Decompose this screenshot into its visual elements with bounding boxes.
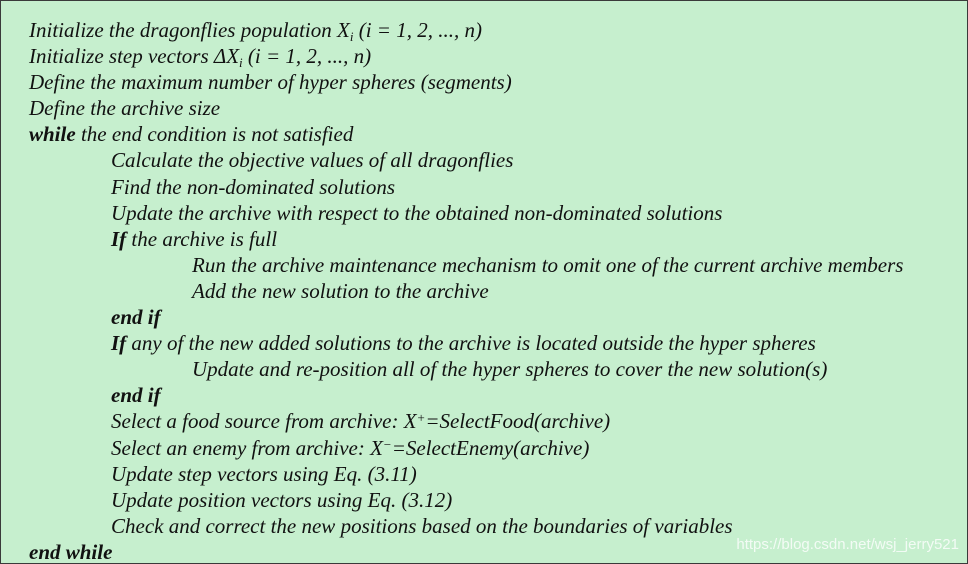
line-reposition-spheres [1,356,968,382]
line-update-archive [1,200,968,226]
line-text: Update position vectors using Eq. (3.12) [111,487,453,512]
line-text: Initialize step vectors [29,44,214,69]
line-text: Define the archive size [29,96,221,121]
line-text: any of the new added solutions to the archive is located outside the hyper spheres [126,331,816,356]
index-range: (i = 1, 2, ..., n) [353,18,482,42]
keyword-end-if: end if [111,305,161,330]
line-calc-objectives [1,147,968,173]
keyword-while: while [29,122,76,147]
var-delta-x: ΔX [213,44,240,69]
line-add-solution [1,278,968,304]
line-init-step-vectors [1,43,968,69]
line-find-non-dominated [1,174,968,200]
line-run-maintenance [1,252,968,278]
line-text: Add the new solution to the archive [192,278,489,303]
index-range: (i = 1, 2, ..., n) [242,44,372,69]
line-init-population [1,17,968,43]
line-define-archive-size [1,95,968,121]
line-select-enemy [1,435,968,461]
line-text: Initialize the dragonflies population [29,18,337,42]
line-text: Run the archive maintenance mechanism to omit one of the current archive members [192,252,904,277]
subscript-i: i [239,55,243,71]
line-update-step-vectors [1,461,968,487]
line-text: Find the non-dominated solutions [111,174,396,199]
superscript-plus: + [416,410,426,426]
line-text: Update and re-position all of the hyper spheres to cover the new solution(s) [192,357,828,382]
superscript-minus: − [382,436,392,452]
line-if-outside-spheres [1,330,968,356]
subscript-i: i [349,29,354,44]
line-text: Select a food source from archive: X [111,409,417,434]
keyword-if: If [111,226,127,251]
line-text: the end condition is not satisfied [75,122,354,147]
line-text: Define the maximum number of hyper spheres (segments) [29,70,512,95]
line-text: Check and correct the new positions based on the boundaries of variables [111,513,733,538]
pseudocode [1,17,968,564]
keyword-if: If [111,331,127,356]
line-while [1,121,968,147]
line-text: Update the archive with respect to the obtained non-dominated solutions [111,200,723,225]
line-text: the archive is full [126,226,278,251]
line-update-position-vectors [1,487,968,513]
line-end-if-1 [1,304,968,330]
var-x: X [337,18,350,42]
line-end-if-2 [1,382,968,408]
line-text: Select an enemy from archive: X [111,435,383,460]
line-if-archive-full [1,226,968,252]
line-text: =SelectFood(archive) [425,409,611,434]
line-text: =SelectEnemy(archive) [391,435,590,460]
keyword-end-if: end if [111,383,161,408]
line-text: Update step vectors using Eq. (3.11) [111,461,417,486]
line-select-food [1,408,968,434]
line-check-boundaries [1,513,968,539]
keyword-end-while: end while [29,539,113,564]
line-text: Calculate the objective values of all dragonflies [111,148,514,173]
watermark: https://blog.csdn.net/wsj_jerry521 [736,536,959,553]
line-define-hyperspheres [1,69,968,95]
